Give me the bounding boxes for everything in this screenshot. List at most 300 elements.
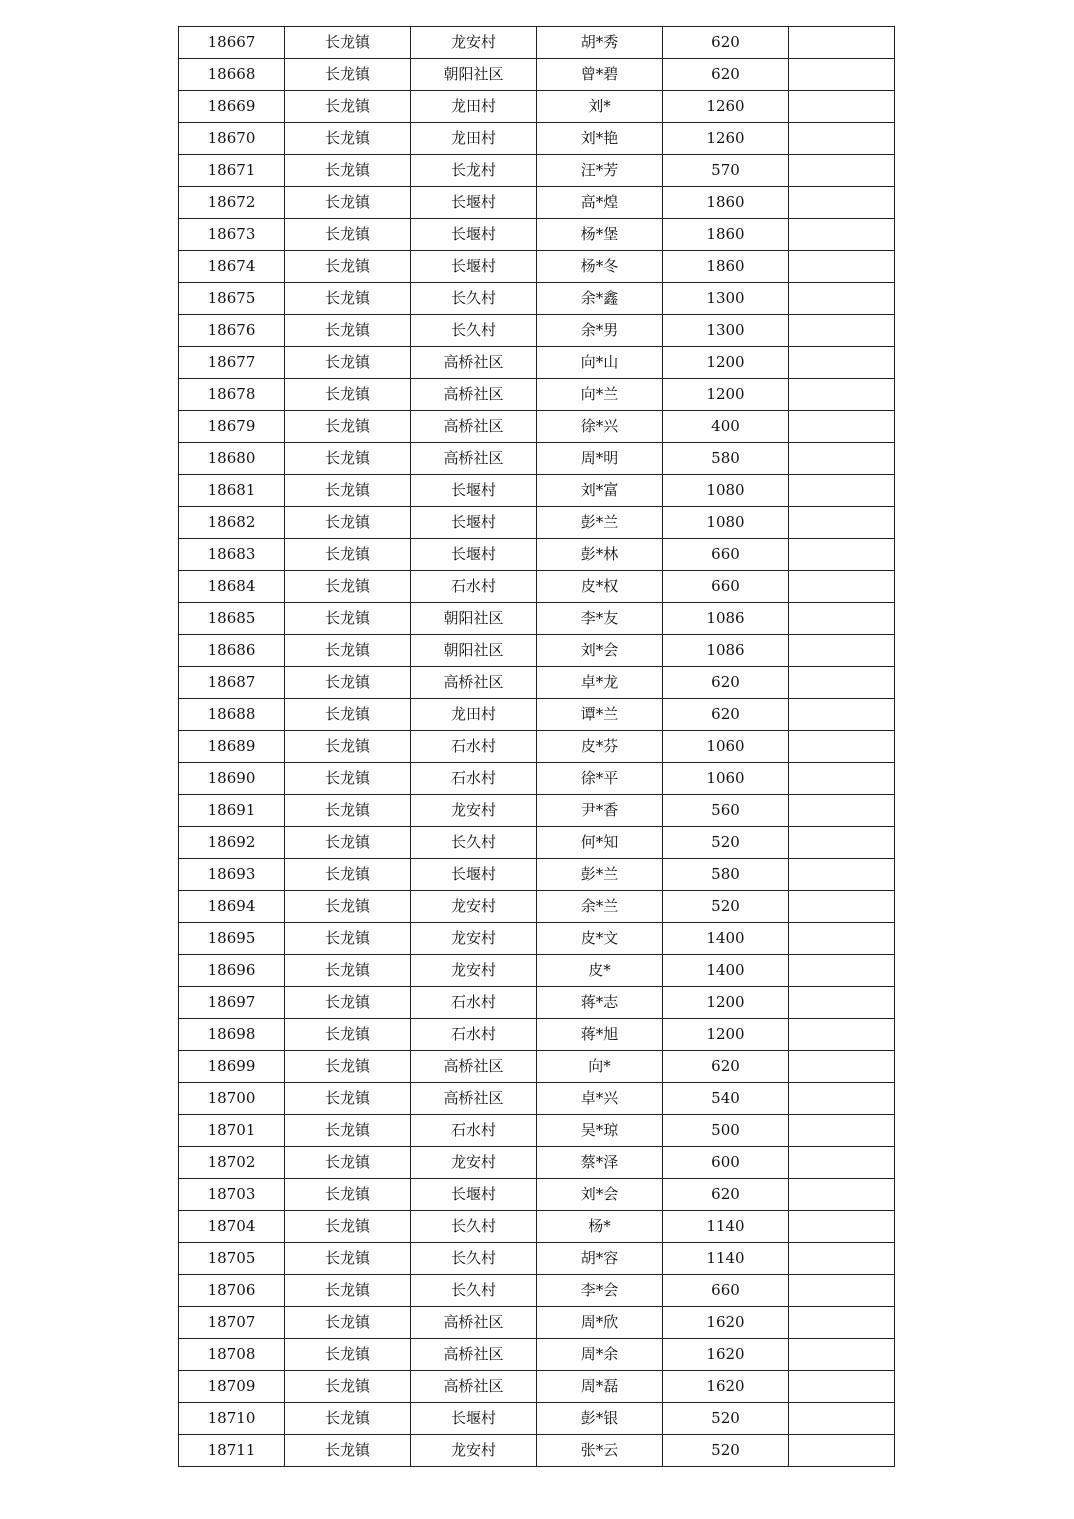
table-row — [179, 891, 895, 923]
cell-amount: 1060 — [663, 731, 789, 763]
cell-town: 长龙镇 — [285, 1403, 411, 1435]
cell-village: 长堰村 — [411, 539, 537, 571]
cell-remark — [789, 379, 895, 411]
cell-town: 长龙镇 — [285, 219, 411, 251]
cell-name: 胡*秀 — [537, 27, 663, 59]
cell-remark — [789, 1403, 895, 1435]
table-row — [179, 219, 895, 251]
cell-serial-number: 18685 — [179, 603, 285, 635]
cell-village: 朝阳社区 — [411, 59, 537, 91]
cell-amount: 570 — [663, 155, 789, 187]
cell-town: 长龙镇 — [285, 59, 411, 91]
cell-village: 长久村 — [411, 1243, 537, 1275]
cell-remark — [789, 955, 895, 987]
cell-name: 刘*会 — [537, 635, 663, 667]
cell-village: 龙安村 — [411, 1435, 537, 1467]
cell-serial-number: 18668 — [179, 59, 285, 91]
cell-serial-number: 18674 — [179, 251, 285, 283]
cell-village: 石水村 — [411, 763, 537, 795]
cell-village: 长龙村 — [411, 155, 537, 187]
cell-name: 卓*龙 — [537, 667, 663, 699]
cell-amount: 1086 — [663, 603, 789, 635]
cell-remark — [789, 411, 895, 443]
cell-village: 高桥社区 — [411, 1371, 537, 1403]
cell-name: 彭*兰 — [537, 507, 663, 539]
cell-amount: 1260 — [663, 91, 789, 123]
table-row — [179, 987, 895, 1019]
cell-name: 杨* — [537, 1211, 663, 1243]
cell-town: 长龙镇 — [285, 955, 411, 987]
cell-remark — [789, 603, 895, 635]
table-row — [179, 315, 895, 347]
cell-amount: 1400 — [663, 955, 789, 987]
cell-remark — [789, 123, 895, 155]
cell-amount: 620 — [663, 699, 789, 731]
cell-village: 龙安村 — [411, 955, 537, 987]
cell-remark — [789, 1147, 895, 1179]
cell-name: 谭*兰 — [537, 699, 663, 731]
cell-village: 龙田村 — [411, 699, 537, 731]
table-row — [179, 187, 895, 219]
cell-amount: 660 — [663, 571, 789, 603]
cell-village: 长久村 — [411, 1275, 537, 1307]
table-row — [179, 411, 895, 443]
table-row — [179, 1051, 895, 1083]
table-row — [179, 635, 895, 667]
cell-name: 周*余 — [537, 1339, 663, 1371]
cell-remark — [789, 1179, 895, 1211]
cell-name: 尹*香 — [537, 795, 663, 827]
cell-serial-number: 18697 — [179, 987, 285, 1019]
cell-serial-number: 18704 — [179, 1211, 285, 1243]
cell-remark — [789, 475, 895, 507]
cell-serial-number: 18687 — [179, 667, 285, 699]
cell-village: 石水村 — [411, 987, 537, 1019]
cell-town: 长龙镇 — [285, 1179, 411, 1211]
cell-amount: 620 — [663, 1179, 789, 1211]
cell-name: 余*鑫 — [537, 283, 663, 315]
table-row — [179, 91, 895, 123]
table-row — [179, 795, 895, 827]
cell-serial-number: 18679 — [179, 411, 285, 443]
cell-town: 长龙镇 — [285, 667, 411, 699]
cell-name: 胡*容 — [537, 1243, 663, 1275]
cell-town: 长龙镇 — [285, 827, 411, 859]
cell-remark — [789, 91, 895, 123]
cell-name: 杨*冬 — [537, 251, 663, 283]
cell-amount: 1400 — [663, 923, 789, 955]
table-row — [179, 539, 895, 571]
cell-town: 长龙镇 — [285, 1339, 411, 1371]
cell-amount: 540 — [663, 1083, 789, 1115]
cell-serial-number: 18678 — [179, 379, 285, 411]
cell-village: 高桥社区 — [411, 667, 537, 699]
cell-name: 李*会 — [537, 1275, 663, 1307]
table-row — [179, 1243, 895, 1275]
table-row — [179, 1435, 895, 1467]
cell-village: 朝阳社区 — [411, 603, 537, 635]
cell-village: 长久村 — [411, 283, 537, 315]
cell-remark — [789, 315, 895, 347]
cell-amount: 620 — [663, 27, 789, 59]
cell-serial-number: 18709 — [179, 1371, 285, 1403]
cell-village: 龙安村 — [411, 27, 537, 59]
table-row — [179, 155, 895, 187]
cell-name: 高*煌 — [537, 187, 663, 219]
cell-town: 长龙镇 — [285, 1083, 411, 1115]
cell-name: 刘*富 — [537, 475, 663, 507]
cell-town: 长龙镇 — [285, 411, 411, 443]
cell-name: 皮* — [537, 955, 663, 987]
cell-name: 周*磊 — [537, 1371, 663, 1403]
table-row — [179, 251, 895, 283]
cell-remark — [789, 1339, 895, 1371]
cell-name: 皮*权 — [537, 571, 663, 603]
table-row — [179, 1147, 895, 1179]
cell-serial-number: 18684 — [179, 571, 285, 603]
cell-name: 彭*银 — [537, 1403, 663, 1435]
data-table — [178, 26, 895, 1467]
table-row — [179, 667, 895, 699]
cell-town: 长龙镇 — [285, 1051, 411, 1083]
table-row — [179, 1083, 895, 1115]
cell-remark — [789, 827, 895, 859]
cell-name: 向* — [537, 1051, 663, 1083]
cell-serial-number: 18676 — [179, 315, 285, 347]
table-row — [179, 731, 895, 763]
cell-serial-number: 18698 — [179, 1019, 285, 1051]
cell-name: 刘*会 — [537, 1179, 663, 1211]
cell-amount: 620 — [663, 59, 789, 91]
cell-amount: 1200 — [663, 379, 789, 411]
cell-name: 何*知 — [537, 827, 663, 859]
cell-serial-number: 18673 — [179, 219, 285, 251]
cell-amount: 520 — [663, 827, 789, 859]
cell-remark — [789, 635, 895, 667]
cell-amount: 1080 — [663, 475, 789, 507]
cell-remark — [789, 1115, 895, 1147]
cell-remark — [789, 1019, 895, 1051]
cell-remark — [789, 251, 895, 283]
cell-remark — [789, 1307, 895, 1339]
cell-name: 向*山 — [537, 347, 663, 379]
cell-amount: 500 — [663, 1115, 789, 1147]
cell-name: 余*男 — [537, 315, 663, 347]
cell-town: 长龙镇 — [285, 1115, 411, 1147]
cell-remark — [789, 923, 895, 955]
cell-remark — [789, 987, 895, 1019]
cell-name: 张*云 — [537, 1435, 663, 1467]
cell-amount: 1620 — [663, 1371, 789, 1403]
cell-remark — [789, 1243, 895, 1275]
cell-name: 徐*兴 — [537, 411, 663, 443]
cell-village: 高桥社区 — [411, 347, 537, 379]
cell-town: 长龙镇 — [285, 475, 411, 507]
cell-serial-number: 18696 — [179, 955, 285, 987]
cell-serial-number: 18672 — [179, 187, 285, 219]
table-row — [179, 507, 895, 539]
cell-town: 长龙镇 — [285, 1275, 411, 1307]
cell-serial-number: 18675 — [179, 283, 285, 315]
table-row — [179, 123, 895, 155]
cell-amount: 1140 — [663, 1243, 789, 1275]
cell-remark — [789, 891, 895, 923]
cell-town: 长龙镇 — [285, 699, 411, 731]
cell-serial-number: 18686 — [179, 635, 285, 667]
cell-village: 石水村 — [411, 731, 537, 763]
cell-name: 曾*碧 — [537, 59, 663, 91]
cell-serial-number: 18702 — [179, 1147, 285, 1179]
cell-name: 李*友 — [537, 603, 663, 635]
table-row — [179, 571, 895, 603]
cell-remark — [789, 763, 895, 795]
cell-amount: 1620 — [663, 1339, 789, 1371]
table-row — [179, 347, 895, 379]
cell-town: 长龙镇 — [285, 539, 411, 571]
table-row — [179, 1307, 895, 1339]
cell-name: 刘*艳 — [537, 123, 663, 155]
table-row — [179, 827, 895, 859]
cell-remark — [789, 1275, 895, 1307]
table-row — [179, 27, 895, 59]
cell-name: 余*兰 — [537, 891, 663, 923]
cell-remark — [789, 347, 895, 379]
cell-amount: 1300 — [663, 283, 789, 315]
cell-remark — [789, 859, 895, 891]
cell-village: 高桥社区 — [411, 1307, 537, 1339]
cell-town: 长龙镇 — [285, 443, 411, 475]
cell-amount: 580 — [663, 443, 789, 475]
cell-village: 长堰村 — [411, 1403, 537, 1435]
cell-amount: 1860 — [663, 251, 789, 283]
cell-village: 高桥社区 — [411, 1339, 537, 1371]
cell-remark — [789, 219, 895, 251]
cell-remark — [789, 59, 895, 91]
cell-remark — [789, 1211, 895, 1243]
cell-amount: 1260 — [663, 123, 789, 155]
cell-village: 长堰村 — [411, 251, 537, 283]
cell-serial-number: 18694 — [179, 891, 285, 923]
cell-town: 长龙镇 — [285, 1307, 411, 1339]
cell-serial-number: 18682 — [179, 507, 285, 539]
cell-village: 长堰村 — [411, 219, 537, 251]
cell-town: 长龙镇 — [285, 571, 411, 603]
cell-town: 长龙镇 — [285, 635, 411, 667]
cell-town: 长龙镇 — [285, 315, 411, 347]
cell-amount: 1140 — [663, 1211, 789, 1243]
table-body — [179, 27, 895, 1467]
cell-village: 龙安村 — [411, 1147, 537, 1179]
cell-amount: 1200 — [663, 347, 789, 379]
cell-village: 高桥社区 — [411, 379, 537, 411]
cell-village: 龙田村 — [411, 123, 537, 155]
cell-amount: 1860 — [663, 219, 789, 251]
cell-village: 石水村 — [411, 1115, 537, 1147]
table-row — [179, 763, 895, 795]
cell-town: 长龙镇 — [285, 283, 411, 315]
cell-amount: 620 — [663, 1051, 789, 1083]
cell-amount: 660 — [663, 539, 789, 571]
cell-amount: 1620 — [663, 1307, 789, 1339]
cell-village: 龙安村 — [411, 923, 537, 955]
cell-remark — [789, 507, 895, 539]
cell-serial-number: 18705 — [179, 1243, 285, 1275]
cell-town: 长龙镇 — [285, 155, 411, 187]
cell-serial-number: 18681 — [179, 475, 285, 507]
cell-name: 彭*林 — [537, 539, 663, 571]
cell-remark — [789, 1435, 895, 1467]
cell-remark — [789, 1083, 895, 1115]
cell-village: 高桥社区 — [411, 1083, 537, 1115]
cell-name: 彭*兰 — [537, 859, 663, 891]
cell-village: 长久村 — [411, 827, 537, 859]
cell-amount: 580 — [663, 859, 789, 891]
cell-name: 吴*琼 — [537, 1115, 663, 1147]
cell-remark — [789, 443, 895, 475]
cell-serial-number: 18693 — [179, 859, 285, 891]
cell-remark — [789, 667, 895, 699]
table-row — [179, 1211, 895, 1243]
cell-remark — [789, 731, 895, 763]
cell-serial-number: 18680 — [179, 443, 285, 475]
cell-amount: 1200 — [663, 1019, 789, 1051]
table-row — [179, 859, 895, 891]
cell-town: 长龙镇 — [285, 507, 411, 539]
cell-amount: 600 — [663, 1147, 789, 1179]
cell-village: 长久村 — [411, 315, 537, 347]
cell-serial-number: 18669 — [179, 91, 285, 123]
cell-village: 石水村 — [411, 1019, 537, 1051]
cell-serial-number: 18677 — [179, 347, 285, 379]
cell-amount: 1300 — [663, 315, 789, 347]
cell-serial-number: 18706 — [179, 1275, 285, 1307]
cell-amount: 1860 — [663, 187, 789, 219]
cell-name: 卓*兴 — [537, 1083, 663, 1115]
cell-serial-number: 18670 — [179, 123, 285, 155]
cell-town: 长龙镇 — [285, 27, 411, 59]
cell-name: 汪*芳 — [537, 155, 663, 187]
cell-village: 长堰村 — [411, 475, 537, 507]
cell-name: 徐*平 — [537, 763, 663, 795]
cell-remark — [789, 1371, 895, 1403]
cell-amount: 1080 — [663, 507, 789, 539]
cell-serial-number: 18701 — [179, 1115, 285, 1147]
table-row — [179, 1019, 895, 1051]
cell-town: 长龙镇 — [285, 187, 411, 219]
cell-serial-number: 18688 — [179, 699, 285, 731]
cell-town: 长龙镇 — [285, 731, 411, 763]
cell-amount: 620 — [663, 667, 789, 699]
table-row — [179, 1179, 895, 1211]
cell-remark — [789, 571, 895, 603]
cell-village: 高桥社区 — [411, 1051, 537, 1083]
cell-serial-number: 18683 — [179, 539, 285, 571]
cell-name: 蔡*泽 — [537, 1147, 663, 1179]
cell-serial-number: 18703 — [179, 1179, 285, 1211]
cell-remark — [789, 283, 895, 315]
cell-name: 周*明 — [537, 443, 663, 475]
table-row — [179, 955, 895, 987]
table-row — [179, 443, 895, 475]
table-row — [179, 923, 895, 955]
cell-village: 高桥社区 — [411, 443, 537, 475]
cell-remark — [789, 155, 895, 187]
cell-town: 长龙镇 — [285, 251, 411, 283]
cell-village: 长堰村 — [411, 187, 537, 219]
cell-town: 长龙镇 — [285, 795, 411, 827]
cell-amount: 1086 — [663, 635, 789, 667]
cell-town: 长龙镇 — [285, 987, 411, 1019]
cell-village: 长堰村 — [411, 1179, 537, 1211]
cell-town: 长龙镇 — [285, 603, 411, 635]
cell-village: 龙安村 — [411, 795, 537, 827]
cell-serial-number: 18708 — [179, 1339, 285, 1371]
cell-town: 长龙镇 — [285, 1243, 411, 1275]
table-row — [179, 603, 895, 635]
cell-remark — [789, 795, 895, 827]
cell-village: 石水村 — [411, 571, 537, 603]
cell-serial-number: 18711 — [179, 1435, 285, 1467]
cell-serial-number: 18671 — [179, 155, 285, 187]
cell-town: 长龙镇 — [285, 91, 411, 123]
cell-amount: 1200 — [663, 987, 789, 1019]
cell-serial-number: 18690 — [179, 763, 285, 795]
table-row — [179, 379, 895, 411]
cell-name: 蒋*旭 — [537, 1019, 663, 1051]
cell-serial-number: 18707 — [179, 1307, 285, 1339]
cell-name: 蒋*志 — [537, 987, 663, 1019]
cell-amount: 400 — [663, 411, 789, 443]
cell-town: 长龙镇 — [285, 123, 411, 155]
cell-remark — [789, 187, 895, 219]
table-row — [179, 59, 895, 91]
cell-village: 长堰村 — [411, 507, 537, 539]
cell-town: 长龙镇 — [285, 1371, 411, 1403]
table-row — [179, 283, 895, 315]
cell-town: 长龙镇 — [285, 347, 411, 379]
cell-remark — [789, 27, 895, 59]
cell-village: 龙田村 — [411, 91, 537, 123]
cell-remark — [789, 539, 895, 571]
cell-village: 长久村 — [411, 1211, 537, 1243]
cell-town: 长龙镇 — [285, 1147, 411, 1179]
cell-village: 朝阳社区 — [411, 635, 537, 667]
cell-town: 长龙镇 — [285, 763, 411, 795]
cell-name: 刘* — [537, 91, 663, 123]
table-row — [179, 1275, 895, 1307]
cell-serial-number: 18667 — [179, 27, 285, 59]
table-row — [179, 1115, 895, 1147]
cell-remark — [789, 699, 895, 731]
cell-town: 长龙镇 — [285, 891, 411, 923]
cell-serial-number: 18692 — [179, 827, 285, 859]
cell-village: 高桥社区 — [411, 411, 537, 443]
cell-town: 长龙镇 — [285, 379, 411, 411]
cell-town: 长龙镇 — [285, 1211, 411, 1243]
cell-serial-number: 18695 — [179, 923, 285, 955]
cell-serial-number: 18710 — [179, 1403, 285, 1435]
cell-amount: 660 — [663, 1275, 789, 1307]
cell-name: 杨*堡 — [537, 219, 663, 251]
cell-name: 皮*文 — [537, 923, 663, 955]
cell-amount: 1060 — [663, 763, 789, 795]
table-row — [179, 699, 895, 731]
cell-name: 周*欣 — [537, 1307, 663, 1339]
cell-remark — [789, 1051, 895, 1083]
cell-serial-number: 18689 — [179, 731, 285, 763]
table-row — [179, 1339, 895, 1371]
table-row — [179, 475, 895, 507]
